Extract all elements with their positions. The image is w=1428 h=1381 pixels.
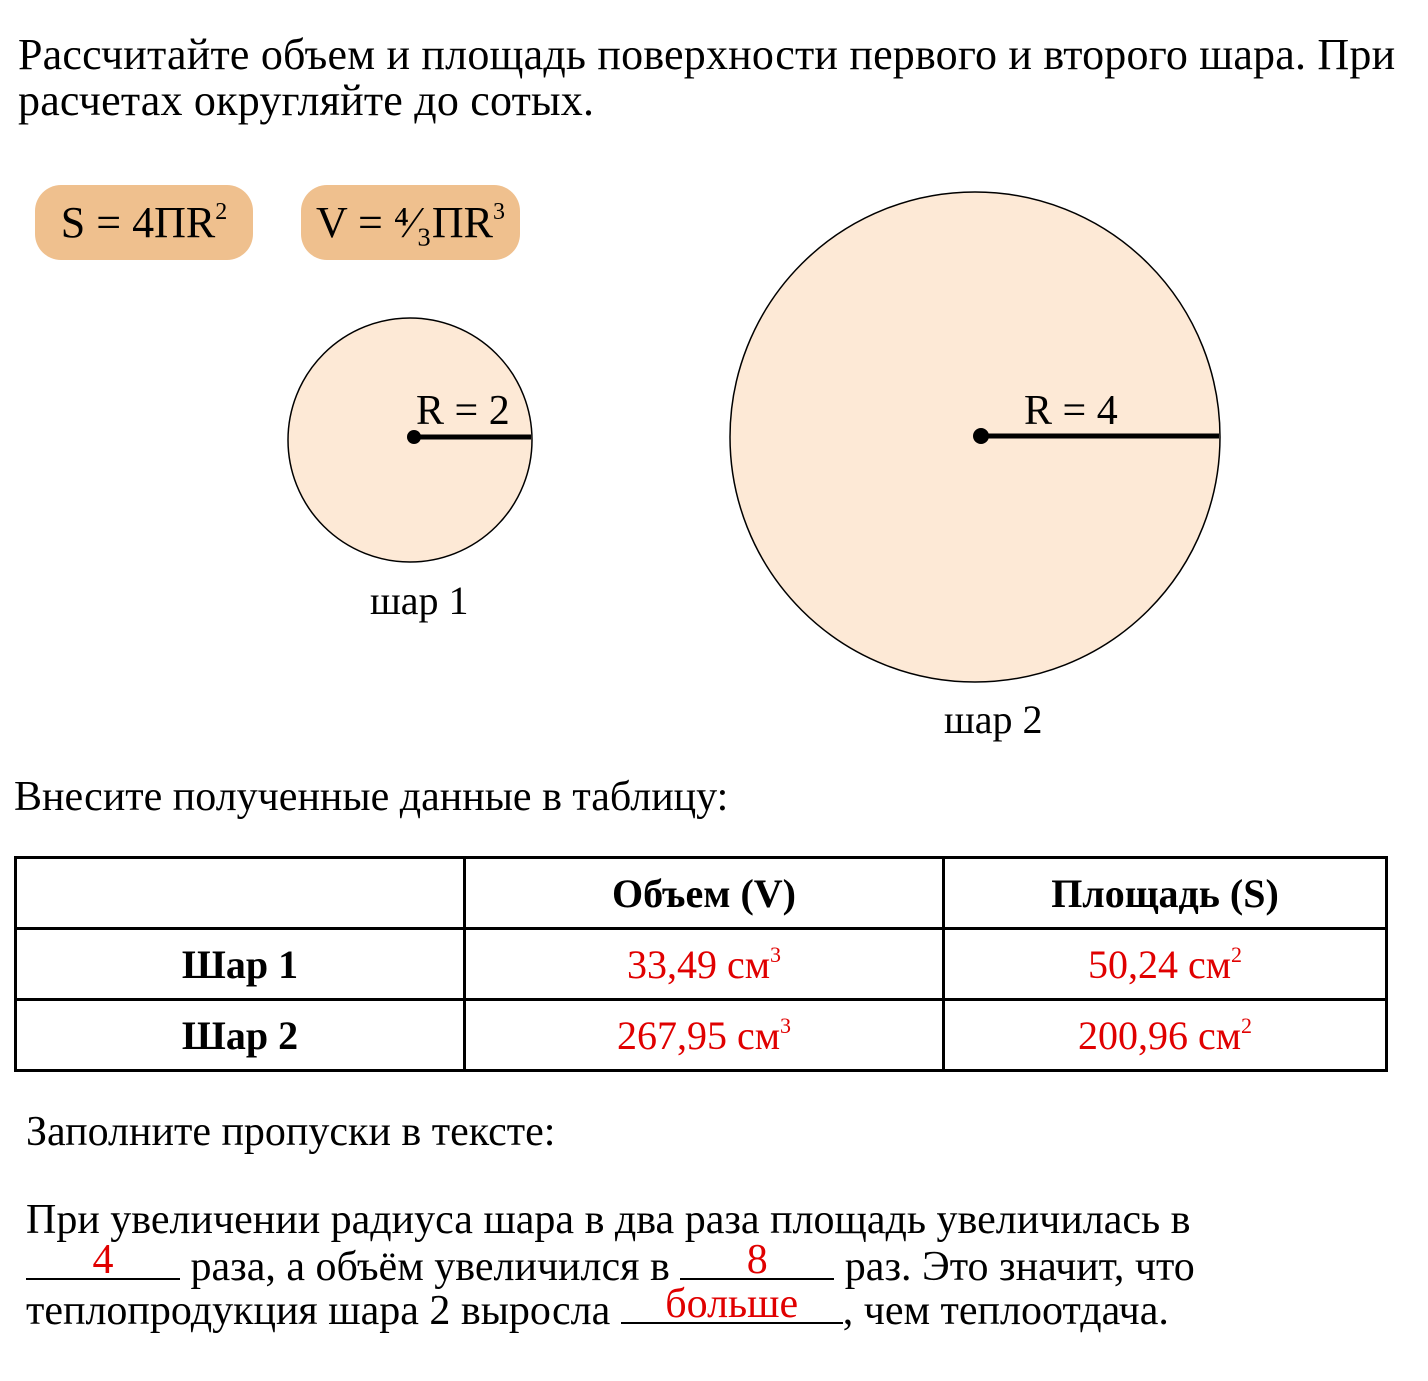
sphere-2 (730, 192, 1220, 682)
row-label: Шар 1 (16, 929, 465, 1000)
table-row (16, 1000, 1387, 1071)
fill-text-line-3 (26, 1281, 1169, 1335)
area-unit-exponent: 2 (1241, 1012, 1253, 1038)
area-answer-value: 50,24 см (1087, 941, 1232, 987)
volume-unit-exponent: 3 (780, 1012, 792, 1038)
row-label: Шар 2 (16, 1000, 465, 1071)
fill-text-segment-2: раз. Это значит, что (834, 1244, 1195, 1290)
area-formula-exponent: 2 (215, 199, 228, 225)
task-line-2: расчетах округляйте до сотых. (18, 76, 595, 125)
task-line-1: Рассчитайте объем и площадь поверхности первого и второго шара. При (18, 30, 1396, 79)
blank-area-ratio-answer: 4 (92, 1237, 114, 1283)
volume-answer-cell[interactable] (465, 1000, 944, 1071)
volume-answer-value: 33,49 см (626, 941, 771, 987)
table-heading: Внесите полученные данные в таблицу: (14, 774, 729, 820)
sphere-2-caption: шар 2 (944, 697, 1043, 742)
volume-formula-exponent: 3 (492, 199, 505, 225)
blank-comparison[interactable] (621, 1281, 843, 1327)
area-answer-cell[interactable] (944, 929, 1387, 1000)
sphere-2-radius-label: R = 4 (1024, 388, 1118, 434)
fill-text-segment-3: теплопродукция шара 2 выросла (26, 1288, 621, 1334)
fill-text-segment-1: раза, а объём увеличился в (180, 1244, 681, 1290)
sphere-2-center-dot (973, 428, 989, 444)
table-header-row (16, 858, 1387, 929)
volume-answer-value: 267,95 см (616, 1012, 781, 1058)
table-header-area: Площадь (S) (944, 858, 1387, 929)
area-answer-value: 200,96 см (1077, 1012, 1242, 1058)
fill-text-segment-4: , чем теплоотдача. (842, 1288, 1169, 1334)
sphere-1-caption: шар 1 (370, 578, 469, 623)
table-header-empty (16, 858, 465, 929)
volume-formula-text: V = ⁴⁄₃ПR (316, 198, 493, 247)
blank-volume-ratio[interactable] (680, 1237, 834, 1283)
blank-volume-ratio-answer: 8 (746, 1237, 768, 1283)
table-header-volume: Объем (V) (465, 858, 944, 929)
sphere-1-radius-label: R = 2 (416, 388, 510, 434)
area-unit-exponent: 2 (1231, 941, 1243, 967)
sphere-1 (288, 318, 532, 562)
volume-answer-cell[interactable] (465, 929, 944, 1000)
fill-text-line-1: При увеличении радиуса шара в два раза площадь увеличилась в (26, 1197, 1191, 1243)
blank-area-ratio[interactable] (26, 1237, 180, 1283)
volume-unit-exponent: 3 (770, 941, 782, 967)
area-answer-cell[interactable] (944, 1000, 1387, 1071)
results-table (14, 856, 1388, 1072)
area-formula-text: S = 4ПR (60, 198, 216, 247)
fill-heading: Заполните пропуски в тексте: (26, 1109, 556, 1155)
blank-comparison-answer: больше (665, 1281, 799, 1327)
table-row (16, 929, 1387, 1000)
